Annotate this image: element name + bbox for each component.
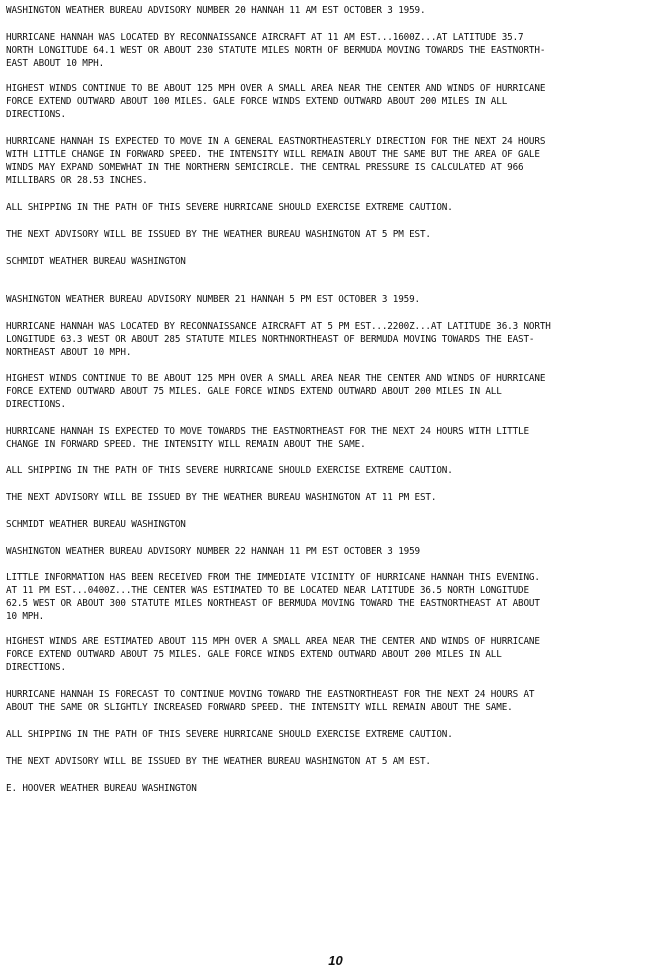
text-line: THE NEXT ADVISORY WILL BE ISSUED BY THE WEATHER BUREAU WASHINGTON AT 11 PM EST. <box>6 492 437 503</box>
advisory-22-next <box>6 755 666 768</box>
text-line: 10 MPH. <box>6 611 45 622</box>
text-line: THE NEXT ADVISORY WILL BE ISSUED BY THE WEATHER BUREAU WASHINGTON AT 5 AM EST. <box>6 756 431 767</box>
advisory-21-caution <box>6 464 666 477</box>
advisory-22-header <box>6 545 666 558</box>
advisory-22-winds <box>6 635 666 674</box>
advisory-21-next <box>6 491 666 504</box>
text-line: AT 11 PM EST...0400Z...THE CENTER WAS ESTIMATED TO BE LOCATED NEAR LATITUDE 36.5 NORTH LONGITUDE <box>6 585 529 596</box>
text-line: WASHINGTON WEATHER BUREAU ADVISORY NUMBER 21 HANNAH 5 PM EST OCTOBER 3 1959. <box>6 294 420 305</box>
text-line: WITH LITTLE CHANGE IN FORWARD SPEED. THE INTENSITY WILL REMAIN ABOUT THE SAME BUT THE AREA OF GALE <box>6 149 540 160</box>
text-line: THE NEXT ADVISORY WILL BE ISSUED BY THE WEATHER BUREAU WASHINGTON AT 5 PM EST. <box>6 229 431 240</box>
text-line: HIGHEST WINDS CONTINUE TO BE ABOUT 125 MPH OVER A SMALL AREA NEAR THE CENTER AND WINDS OF HURRICANE <box>6 83 546 94</box>
text-line: DIRECTIONS. <box>6 109 66 120</box>
text-line: HURRICANE HANNAH IS FORECAST TO CONTINUE MOVING TOWARD THE EASTNORTHEAST FOR THE NEXT 24 HOURS AT <box>6 689 535 700</box>
text-line: HURRICANE HANNAH IS EXPECTED TO MOVE TOWARDS THE EASTNORTHEAST FOR THE NEXT 24 HOURS WITH LITTLE <box>6 426 529 437</box>
text-line: SCHMIDT WEATHER BUREAU WASHINGTON <box>6 519 186 530</box>
text-line: HURRICANE HANNAH WAS LOCATED BY RECONNAISSANCE AIRCRAFT AT 5 PM EST...2200Z...AT LATITUDE 36.3 NORTH <box>6 321 551 332</box>
advisory-21-signature <box>6 518 666 531</box>
text-line: ABOUT THE SAME OR SLIGHTLY INCREASED FORWARD SPEED. THE INTENSITY WILL REMAIN ABOUT THE SAME. <box>6 702 513 713</box>
advisory-22-caution <box>6 728 666 741</box>
text-line: WINDS MAY EXPAND SOMEWHAT IN THE NORTHERN SEMICIRCLE. THE CENTRAL PRESSURE IS CALCULATED AT 966 <box>6 162 524 173</box>
text-line: FORCE EXTEND OUTWARD ABOUT 75 MILES. GALE FORCE WINDS EXTEND OUTWARD ABOUT 200 MILES IN ALL <box>6 386 502 397</box>
text-line: ALL SHIPPING IN THE PATH OF THIS SEVERE HURRICANE SHOULD EXERCISE EXTREME CAUTION. <box>6 729 453 740</box>
text-line: HIGHEST WINDS CONTINUE TO BE ABOUT 125 MPH OVER A SMALL AREA NEAR THE CENTER AND WINDS OF HURRICANE <box>6 373 546 384</box>
text-line: NORTHEAST ABOUT 10 MPH. <box>6 347 132 358</box>
text-line: HIGHEST WINDS ARE ESTIMATED ABOUT 115 MPH OVER A SMALL AREA NEAR THE CENTER AND WINDS OF HURRICANE <box>6 636 540 647</box>
text-line: FORCE EXTEND OUTWARD ABOUT 75 MILES. GALE FORCE WINDS EXTEND OUTWARD ABOUT 200 MILES IN ALL <box>6 649 502 660</box>
text-line: HURRICANE HANNAH IS EXPECTED TO MOVE IN A GENERAL EASTNORTHEASTERLY DIRECTION FOR THE NEXT 24 HOURS <box>6 136 546 147</box>
text-line: 62.5 WEST OR ABOUT 300 STATUTE MILES NORTHEAST OF BERMUDA MOVING TOWARD THE EASTNORTHEAST AT ABOUT <box>6 598 540 609</box>
advisory-21-winds <box>6 372 666 411</box>
text-line: FORCE EXTEND OUTWARD ABOUT 100 MILES. GALE FORCE WINDS EXTEND OUTWARD ABOUT 200 MILES IN ALL <box>6 96 508 107</box>
text-line: SCHMIDT WEATHER BUREAU WASHINGTON <box>6 256 186 267</box>
advisory-21-forecast <box>6 425 666 451</box>
text-line: MILLIBARS OR 28.53 INCHES. <box>6 175 148 186</box>
text-line: ALL SHIPPING IN THE PATH OF THIS SEVERE HURRICANE SHOULD EXERCISE EXTREME CAUTION. <box>6 465 453 476</box>
advisory-22-forecast <box>6 688 666 714</box>
text-line: HURRICANE HANNAH WAS LOCATED BY RECONNAISSANCE AIRCRAFT AT 11 AM EST...1600Z...AT LATITUDE 35.7 <box>6 32 524 43</box>
advisory-22-signature <box>6 782 666 795</box>
advisory-20-location <box>6 31 666 70</box>
advisory-21-header <box>6 293 666 306</box>
text-line: LONGITUDE 63.3 WEST OR ABOUT 285 STATUTE MILES NORTHNORTHEAST OF BERMUDA MOVING TOWARDS THE EAST- <box>6 334 535 345</box>
advisory-20-caution <box>6 201 666 214</box>
advisory-21-location <box>6 320 666 359</box>
text-line: EAST ABOUT 10 MPH. <box>6 58 105 69</box>
advisory-20-forecast <box>6 135 666 187</box>
page-number: 10 <box>328 953 343 968</box>
advisory-20-next <box>6 228 666 241</box>
advisory-20-winds <box>6 82 666 121</box>
text-line: ALL SHIPPING IN THE PATH OF THIS SEVERE HURRICANE SHOULD EXERCISE EXTREME CAUTION. <box>6 202 453 213</box>
advisory-20-signature <box>6 255 666 268</box>
text-line: DIRECTIONS. <box>6 662 66 673</box>
text-line: WASHINGTON WEATHER BUREAU ADVISORY NUMBER 22 HANNAH 11 PM EST OCTOBER 3 1959 <box>6 546 420 557</box>
text-line: WASHINGTON WEATHER BUREAU ADVISORY NUMBER 20 HANNAH 11 AM EST OCTOBER 3 1959. <box>6 5 426 16</box>
advisory-20-header <box>6 4 666 17</box>
text-line: NORTH LONGITUDE 64.1 WEST OR ABOUT 230 STATUTE MILES NORTH OF BERMUDA MOVING TOWARDS THE EASTNORTH- <box>6 45 546 56</box>
advisory-22-location <box>6 571 666 623</box>
text-line: E. HOOVER WEATHER BUREAU WASHINGTON <box>6 783 197 794</box>
text-line: LITTLE INFORMATION HAS BEEN RECEIVED FROM THE IMMEDIATE VICINITY OF HURRICANE HANNAH THIS EVENING. <box>6 572 540 583</box>
text-line: DIRECTIONS. <box>6 399 66 410</box>
text-line: CHANGE IN FORWARD SPEED. THE INTENSITY WILL REMAIN ABOUT THE SAME. <box>6 439 366 450</box>
